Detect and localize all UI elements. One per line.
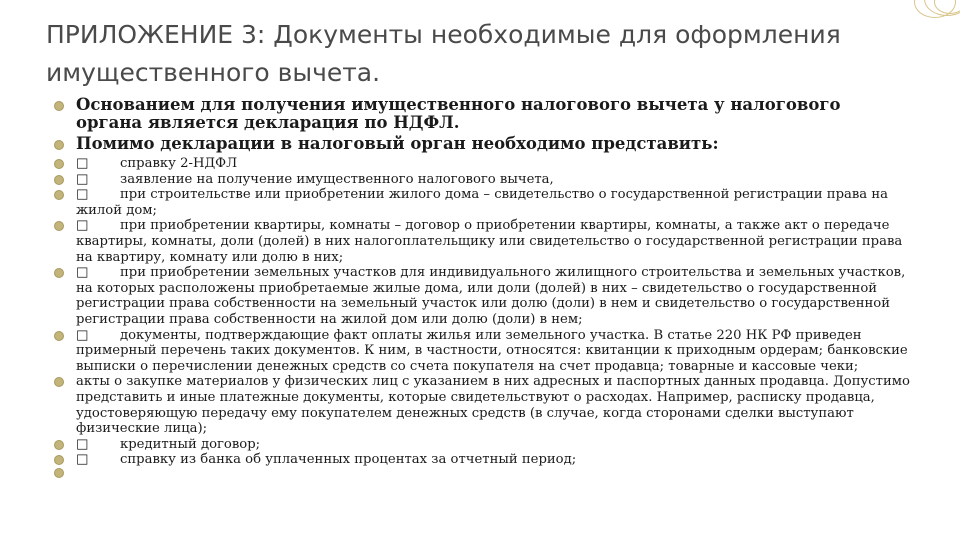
checkbox-icon: □ [76,265,89,281]
sub-bullet [52,328,912,375]
bullet-text: Помимо декларации в налоговый орган необходимо представить: [76,134,719,153]
main-bullet [52,96,912,132]
bullet-list [52,96,912,482]
bullet-text: при строительстве или приобретении жилого дома – свидетельство о государственной регистрации права на жилой дом; [76,187,888,218]
sub-bullet [52,374,912,436]
slide-title: ПРИЛОЖЕНИЕ 3: Документы необходимые для оформления имущественного вычета. [46,20,841,87]
bullet-text: при приобретении квартиры, комнаты – договор о приобретении квартиры, комнаты, а также акт о передаче квартиры, комнаты, доли (долей) в них налогоплательщику или свидетельство о государственной регистрации права на квартиру, комнату или долю в них; [76,218,903,265]
checkbox-icon: □ [76,452,89,468]
checkbox-icon: □ [76,187,89,203]
checkbox-icon: □ [76,327,89,343]
sub-bullet [52,437,912,453]
bullet-text: акты о закупке материалов у физических лиц с указанием в них адресных и паспортных данных продавца. Допустимо представить и иные платежные документы, которые свидетельствуют о расходах. Например, расписку продавца, удостоверяющую передачу ему покупателем денежных средств (в случае, когда сторонами сделки выступают физические лица); [76,374,910,437]
sub-bullet [52,218,912,265]
bullet-text: справку 2-НДФЛ [120,156,238,171]
sub-bullet [52,172,912,188]
bullet-text: документы, подтверждающие факт оплаты жилья или земельного участка. В статье 220 НК РФ приведен примерный перечень таких документов. К ним, в частности, относятся: квитанции к приходным ордерам; банковские выписки о перечислении денежных средств со счета покупателя на счет продавца; товарные и кассовые чеки; [76,327,908,374]
main-bullet [52,135,912,153]
bullet-text: кредитный договор; [120,436,261,452]
sub-bullet [52,187,912,218]
bullet-text: при приобретении земельных участков для индивидуального жилищного строительства и земельных участков, на которых расположены приобретаемые жилые дома, или доли (долей) в них – свидетельство о государственной регистрации права собственности на земельный участок или долю (доли) в нем и свидетельство о государственной регистрации права собственности на жилой дом или долю (доли) в нем; [76,265,906,327]
sub-bullet [52,156,912,172]
sub-bullet [52,452,912,468]
checkbox-icon: □ [76,156,89,171]
sub-bullet [52,265,912,327]
checkbox-icon: □ [76,171,89,187]
bullet-text: заявление на получение имущественного налогового вычета, [120,171,554,187]
bullet-text: Основанием для получения имущественного налогового вычета у налогового органа является декларация по НДФЛ. [76,95,841,132]
checkbox-icon: □ [76,436,89,452]
bullet-text: справку из банка об уплаченных процентах за отчетный период; [120,452,577,468]
empty-bullet [52,468,912,482]
checkbox-icon: □ [76,218,89,234]
